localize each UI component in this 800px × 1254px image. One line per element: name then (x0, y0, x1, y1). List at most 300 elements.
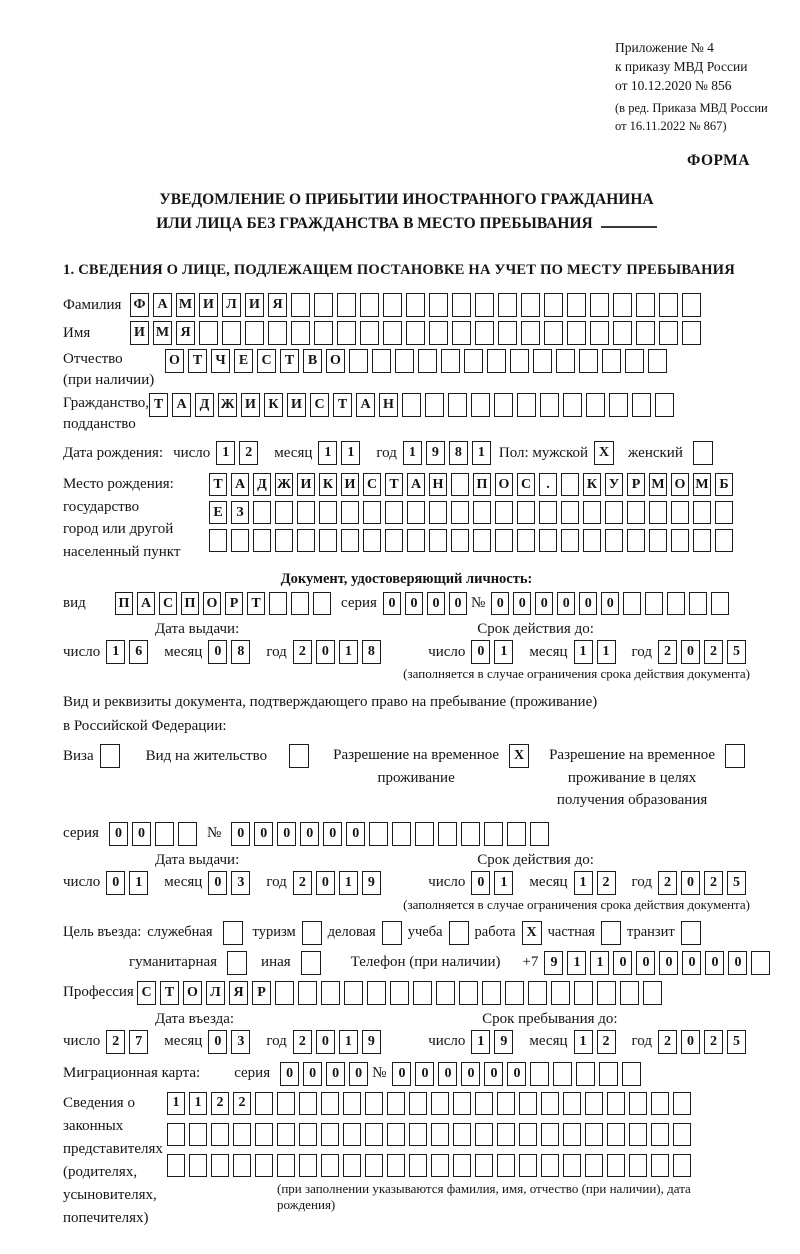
purpose-work-checkbox[interactable]: X (522, 921, 542, 945)
char-cell[interactable]: 0 (254, 822, 273, 846)
char-cell[interactable]: 0 (438, 1062, 457, 1086)
char-cell[interactable]: С (363, 473, 381, 496)
char-cell[interactable] (344, 981, 363, 1005)
char-cell[interactable]: П (473, 473, 491, 496)
char-cell[interactable]: Е (209, 501, 227, 524)
char-cell[interactable]: 3 (231, 1030, 250, 1054)
char-cell[interactable] (459, 981, 478, 1005)
char-cell[interactable] (209, 529, 227, 552)
char-cell[interactable] (199, 321, 218, 345)
char-cell[interactable] (392, 822, 411, 846)
char-cell[interactable] (517, 529, 535, 552)
char-cell[interactable]: 1 (472, 441, 491, 465)
char-cell[interactable]: 1 (403, 441, 422, 465)
char-cell[interactable] (337, 293, 356, 317)
char-cell[interactable]: 1 (339, 871, 358, 895)
char-cell[interactable] (343, 1154, 361, 1177)
char-cell[interactable] (659, 293, 678, 317)
char-cell[interactable] (453, 1092, 471, 1115)
char-cell[interactable]: 0 (491, 592, 509, 615)
purpose-private-checkbox[interactable] (601, 921, 621, 945)
char-cell[interactable]: И (297, 473, 315, 496)
char-cell[interactable] (409, 1123, 427, 1146)
char-cell[interactable]: 7 (129, 1030, 148, 1054)
char-cell[interactable] (385, 501, 403, 524)
char-cell[interactable] (298, 981, 317, 1005)
char-cell[interactable]: 0 (132, 822, 151, 846)
char-cell[interactable]: 2 (239, 441, 258, 465)
char-cell[interactable] (494, 393, 513, 417)
char-cell[interactable] (627, 529, 645, 552)
char-cell[interactable]: Д (195, 393, 214, 417)
char-cell[interactable] (585, 1123, 603, 1146)
char-cell[interactable] (275, 501, 293, 524)
char-cell[interactable] (541, 1123, 559, 1146)
char-cell[interactable] (277, 1092, 295, 1115)
char-cell[interactable] (363, 529, 381, 552)
char-cell[interactable] (607, 1123, 625, 1146)
char-cell[interactable] (563, 393, 582, 417)
char-cell[interactable] (211, 1123, 229, 1146)
char-cell[interactable] (645, 592, 663, 615)
char-cell[interactable] (475, 1123, 493, 1146)
char-cell[interactable]: Р (225, 592, 243, 615)
char-cell[interactable]: 5 (727, 871, 746, 895)
char-cell[interactable]: А (172, 393, 191, 417)
sex-female-checkbox[interactable] (693, 441, 713, 465)
char-cell[interactable] (429, 529, 447, 552)
char-cell[interactable] (360, 321, 379, 345)
char-cell[interactable] (599, 1062, 618, 1086)
purpose-study-checkbox[interactable] (449, 921, 469, 945)
purpose-other-checkbox[interactable] (301, 951, 321, 975)
char-cell[interactable]: Т (209, 473, 227, 496)
char-cell[interactable] (436, 981, 455, 1005)
char-cell[interactable]: М (649, 473, 667, 496)
temp-residence-education-checkbox[interactable] (725, 744, 745, 768)
char-cell[interactable]: 0 (535, 592, 553, 615)
char-cell[interactable]: Л (222, 293, 241, 317)
char-cell[interactable]: О (495, 473, 513, 496)
char-cell[interactable] (579, 349, 598, 373)
char-cell[interactable]: 1 (574, 640, 593, 664)
char-cell[interactable] (659, 321, 678, 345)
char-cell[interactable]: 0 (106, 871, 125, 895)
char-cell[interactable] (510, 349, 529, 373)
char-cell[interactable] (693, 529, 711, 552)
char-cell[interactable]: А (231, 473, 249, 496)
char-cell[interactable] (629, 1123, 647, 1146)
char-cell[interactable]: 0 (208, 640, 227, 664)
char-cell[interactable] (625, 349, 644, 373)
char-cell[interactable] (597, 981, 616, 1005)
char-cell[interactable] (425, 393, 444, 417)
char-cell[interactable] (682, 293, 701, 317)
char-cell[interactable]: 1 (597, 640, 616, 664)
char-cell[interactable]: 1 (494, 640, 513, 664)
char-cell[interactable]: 2 (293, 1030, 312, 1054)
char-cell[interactable]: 1 (339, 1030, 358, 1054)
char-cell[interactable]: О (165, 349, 184, 373)
char-cell[interactable] (253, 501, 271, 524)
char-cell[interactable]: З (231, 501, 249, 524)
char-cell[interactable]: 0 (682, 951, 701, 975)
char-cell[interactable] (482, 981, 501, 1005)
char-cell[interactable] (268, 321, 287, 345)
char-cell[interactable] (418, 349, 437, 373)
char-cell[interactable]: Я (229, 981, 248, 1005)
char-cell[interactable]: 0 (484, 1062, 503, 1086)
char-cell[interactable]: 6 (129, 640, 148, 664)
char-cell[interactable]: 1 (167, 1092, 185, 1115)
char-cell[interactable] (673, 1123, 691, 1146)
char-cell[interactable] (574, 981, 593, 1005)
char-cell[interactable] (233, 1154, 251, 1177)
char-cell[interactable] (530, 822, 549, 846)
char-cell[interactable] (632, 393, 651, 417)
char-cell[interactable] (539, 529, 557, 552)
char-cell[interactable] (365, 1154, 383, 1177)
temp-residence-checkbox[interactable]: X (509, 744, 529, 768)
char-cell[interactable]: Н (429, 473, 447, 496)
char-cell[interactable] (673, 1154, 691, 1177)
char-cell[interactable]: Ж (218, 393, 237, 417)
char-cell[interactable] (507, 822, 526, 846)
char-cell[interactable]: 0 (613, 951, 632, 975)
char-cell[interactable] (313, 592, 331, 615)
char-cell[interactable]: 1 (574, 1030, 593, 1054)
char-cell[interactable] (651, 1092, 669, 1115)
char-cell[interactable] (505, 981, 524, 1005)
char-cell[interactable]: Н (379, 393, 398, 417)
char-cell[interactable] (519, 1092, 537, 1115)
char-cell[interactable]: В (303, 349, 322, 373)
char-cell[interactable] (255, 1092, 273, 1115)
char-cell[interactable]: 0 (415, 1062, 434, 1086)
char-cell[interactable] (648, 349, 667, 373)
char-cell[interactable]: А (407, 473, 425, 496)
char-cell[interactable] (620, 981, 639, 1005)
char-cell[interactable] (369, 822, 388, 846)
char-cell[interactable] (613, 321, 632, 345)
char-cell[interactable] (651, 1123, 669, 1146)
char-cell[interactable] (605, 501, 623, 524)
char-cell[interactable] (275, 529, 293, 552)
char-cell[interactable] (544, 321, 563, 345)
char-cell[interactable]: 1 (574, 871, 593, 895)
char-cell[interactable] (607, 1154, 625, 1177)
char-cell[interactable]: 5 (727, 640, 746, 664)
char-cell[interactable]: 0 (323, 822, 342, 846)
char-cell[interactable] (689, 592, 707, 615)
char-cell[interactable]: О (203, 592, 221, 615)
char-cell[interactable] (715, 529, 733, 552)
char-cell[interactable] (431, 1092, 449, 1115)
char-cell[interactable]: С (137, 981, 156, 1005)
char-cell[interactable] (211, 1154, 229, 1177)
char-cell[interactable] (367, 981, 386, 1005)
char-cell[interactable]: Б (715, 473, 733, 496)
char-cell[interactable] (321, 1092, 339, 1115)
char-cell[interactable] (402, 393, 421, 417)
char-cell[interactable]: 1 (471, 1030, 490, 1054)
char-cell[interactable] (563, 1092, 581, 1115)
char-cell[interactable] (314, 293, 333, 317)
char-cell[interactable] (407, 529, 425, 552)
char-cell[interactable] (585, 1092, 603, 1115)
char-cell[interactable] (649, 501, 667, 524)
char-cell[interactable] (451, 473, 469, 496)
char-cell[interactable] (231, 529, 249, 552)
char-cell[interactable]: Я (268, 293, 287, 317)
char-cell[interactable] (551, 981, 570, 1005)
char-cell[interactable]: Ч (211, 349, 230, 373)
char-cell[interactable] (475, 1092, 493, 1115)
char-cell[interactable]: 0 (471, 871, 490, 895)
char-cell[interactable] (297, 529, 315, 552)
char-cell[interactable] (385, 529, 403, 552)
char-cell[interactable] (495, 529, 513, 552)
char-cell[interactable]: 0 (681, 640, 700, 664)
char-cell[interactable]: 2 (293, 640, 312, 664)
char-cell[interactable] (519, 1123, 537, 1146)
char-cell[interactable] (540, 393, 559, 417)
char-cell[interactable] (372, 349, 391, 373)
char-cell[interactable] (498, 321, 517, 345)
char-cell[interactable]: Д (253, 473, 271, 496)
char-cell[interactable]: 1 (189, 1092, 207, 1115)
char-cell[interactable] (473, 501, 491, 524)
char-cell[interactable] (451, 529, 469, 552)
char-cell[interactable]: Т (385, 473, 403, 496)
char-cell[interactable] (341, 529, 359, 552)
char-cell[interactable] (671, 529, 689, 552)
char-cell[interactable]: О (326, 349, 345, 373)
char-cell[interactable]: 0 (557, 592, 575, 615)
char-cell[interactable] (451, 501, 469, 524)
char-cell[interactable] (255, 1154, 273, 1177)
char-cell[interactable] (363, 501, 381, 524)
char-cell[interactable]: 1 (106, 640, 125, 664)
char-cell[interactable]: 3 (231, 871, 250, 895)
char-cell[interactable] (590, 321, 609, 345)
char-cell[interactable] (544, 293, 563, 317)
char-cell[interactable] (541, 1154, 559, 1177)
char-cell[interactable]: С (257, 349, 276, 373)
char-cell[interactable] (406, 321, 425, 345)
char-cell[interactable] (321, 1154, 339, 1177)
char-cell[interactable]: 0 (326, 1062, 345, 1086)
char-cell[interactable] (605, 529, 623, 552)
char-cell[interactable]: 0 (231, 822, 250, 846)
char-cell[interactable] (693, 501, 711, 524)
char-cell[interactable] (498, 293, 517, 317)
char-cell[interactable]: К (264, 393, 283, 417)
char-cell[interactable] (429, 501, 447, 524)
purpose-humanitarian-checkbox[interactable] (227, 951, 247, 975)
char-cell[interactable] (475, 293, 494, 317)
char-cell[interactable] (576, 1062, 595, 1086)
char-cell[interactable] (533, 349, 552, 373)
char-cell[interactable]: 0 (659, 951, 678, 975)
char-cell[interactable]: Т (247, 592, 265, 615)
char-cell[interactable] (517, 501, 535, 524)
char-cell[interactable]: 0 (303, 1062, 322, 1086)
char-cell[interactable] (541, 1092, 559, 1115)
char-cell[interactable] (519, 1154, 537, 1177)
residence-permit-checkbox[interactable] (289, 744, 309, 768)
char-cell[interactable]: П (181, 592, 199, 615)
char-cell[interactable]: 8 (231, 640, 250, 664)
char-cell[interactable] (667, 592, 685, 615)
char-cell[interactable] (291, 321, 310, 345)
char-cell[interactable]: 2 (704, 640, 723, 664)
char-cell[interactable] (337, 321, 356, 345)
char-cell[interactable]: 2 (211, 1092, 229, 1115)
char-cell[interactable]: И (341, 473, 359, 496)
char-cell[interactable]: 0 (601, 592, 619, 615)
char-cell[interactable] (590, 293, 609, 317)
char-cell[interactable]: И (199, 293, 218, 317)
char-cell[interactable] (413, 981, 432, 1005)
char-cell[interactable]: 5 (727, 1030, 746, 1054)
char-cell[interactable] (528, 981, 547, 1005)
char-cell[interactable] (431, 1123, 449, 1146)
char-cell[interactable]: 0 (513, 592, 531, 615)
char-cell[interactable]: 9 (362, 871, 381, 895)
char-cell[interactable] (497, 1092, 515, 1115)
char-cell[interactable] (409, 1092, 427, 1115)
char-cell[interactable]: 0 (449, 592, 467, 615)
char-cell[interactable]: 0 (383, 592, 401, 615)
char-cell[interactable] (651, 1154, 669, 1177)
char-cell[interactable] (222, 321, 241, 345)
char-cell[interactable] (609, 393, 628, 417)
char-cell[interactable]: А (153, 293, 172, 317)
char-cell[interactable] (586, 393, 605, 417)
char-cell[interactable] (349, 349, 368, 373)
char-cell[interactable]: 0 (316, 1030, 335, 1054)
purpose-transit-checkbox[interactable] (681, 921, 701, 945)
char-cell[interactable] (475, 321, 494, 345)
char-cell[interactable]: Т (280, 349, 299, 373)
char-cell[interactable] (407, 501, 425, 524)
char-cell[interactable]: 9 (362, 1030, 381, 1054)
char-cell[interactable]: О (671, 473, 689, 496)
char-cell[interactable] (629, 1154, 647, 1177)
char-cell[interactable] (636, 293, 655, 317)
char-cell[interactable]: 1 (339, 640, 358, 664)
char-cell[interactable] (643, 981, 662, 1005)
char-cell[interactable] (711, 592, 729, 615)
char-cell[interactable]: 0 (427, 592, 445, 615)
char-cell[interactable]: 0 (280, 1062, 299, 1086)
char-cell[interactable]: 2 (597, 1030, 616, 1054)
char-cell[interactable]: И (130, 321, 149, 345)
char-cell[interactable] (521, 293, 540, 317)
char-cell[interactable]: 2 (658, 871, 677, 895)
char-cell[interactable]: 1 (129, 871, 148, 895)
char-cell[interactable]: 0 (405, 592, 423, 615)
char-cell[interactable] (155, 822, 174, 846)
purpose-tourism-checkbox[interactable] (302, 921, 322, 945)
char-cell[interactable] (321, 1123, 339, 1146)
char-cell[interactable] (167, 1123, 185, 1146)
char-cell[interactable] (255, 1123, 273, 1146)
char-cell[interactable] (452, 293, 471, 317)
char-cell[interactable]: К (583, 473, 601, 496)
char-cell[interactable]: 0 (471, 640, 490, 664)
char-cell[interactable]: А (137, 592, 155, 615)
char-cell[interactable] (409, 1154, 427, 1177)
char-cell[interactable]: 0 (681, 1030, 700, 1054)
char-cell[interactable] (343, 1123, 361, 1146)
char-cell[interactable] (387, 1092, 405, 1115)
char-cell[interactable] (585, 1154, 603, 1177)
char-cell[interactable] (561, 529, 579, 552)
char-cell[interactable]: 0 (507, 1062, 526, 1086)
char-cell[interactable] (497, 1123, 515, 1146)
char-cell[interactable] (475, 1154, 493, 1177)
char-cell[interactable] (649, 529, 667, 552)
char-cell[interactable] (415, 822, 434, 846)
char-cell[interactable] (395, 349, 414, 373)
char-cell[interactable]: Л (206, 981, 225, 1005)
char-cell[interactable]: 0 (316, 640, 335, 664)
char-cell[interactable]: М (153, 321, 172, 345)
char-cell[interactable]: 2 (658, 1030, 677, 1054)
char-cell[interactable] (583, 529, 601, 552)
char-cell[interactable]: И (245, 293, 264, 317)
char-cell[interactable] (441, 349, 460, 373)
char-cell[interactable]: И (287, 393, 306, 417)
char-cell[interactable]: 0 (277, 822, 296, 846)
char-cell[interactable] (682, 321, 701, 345)
char-cell[interactable] (453, 1123, 471, 1146)
char-cell[interactable] (563, 1154, 581, 1177)
char-cell[interactable]: 9 (494, 1030, 513, 1054)
char-cell[interactable] (390, 981, 409, 1005)
char-cell[interactable]: П (115, 592, 133, 615)
char-cell[interactable]: Т (188, 349, 207, 373)
char-cell[interactable] (715, 501, 733, 524)
char-cell[interactable]: 0 (316, 871, 335, 895)
char-cell[interactable] (517, 393, 536, 417)
char-cell[interactable]: 2 (106, 1030, 125, 1054)
char-cell[interactable] (277, 1154, 295, 1177)
char-cell[interactable]: 0 (636, 951, 655, 975)
char-cell[interactable]: С (517, 473, 535, 496)
char-cell[interactable] (636, 321, 655, 345)
char-cell[interactable]: У (605, 473, 623, 496)
char-cell[interactable]: 0 (346, 822, 365, 846)
char-cell[interactable] (299, 1123, 317, 1146)
char-cell[interactable] (387, 1154, 405, 1177)
char-cell[interactable] (563, 1123, 581, 1146)
char-cell[interactable] (671, 501, 689, 524)
char-cell[interactable]: 1 (216, 441, 235, 465)
char-cell[interactable]: . (539, 473, 557, 496)
char-cell[interactable]: С (159, 592, 177, 615)
char-cell[interactable] (464, 349, 483, 373)
char-cell[interactable]: 2 (597, 871, 616, 895)
char-cell[interactable] (431, 1154, 449, 1177)
char-cell[interactable] (291, 293, 310, 317)
char-cell[interactable] (622, 1062, 641, 1086)
purpose-official-checkbox[interactable] (223, 921, 243, 945)
char-cell[interactable] (567, 293, 586, 317)
char-cell[interactable]: 2 (293, 871, 312, 895)
